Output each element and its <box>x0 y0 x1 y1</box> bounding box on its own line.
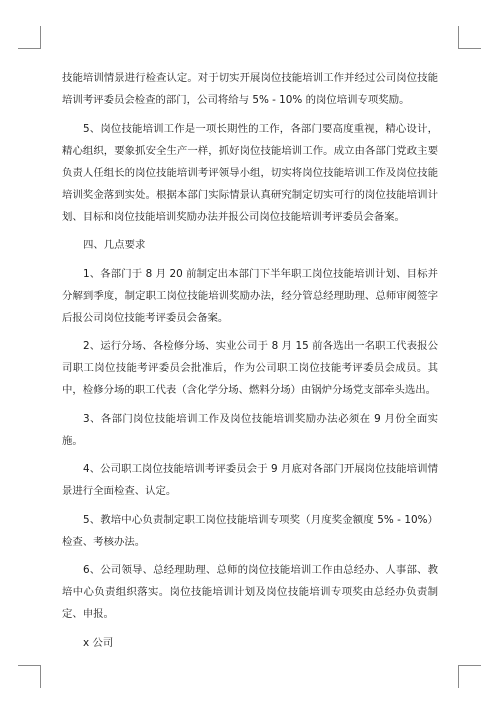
requirement-item-3: 3、各部门岗位技能培训工作及岗位技能培训奖励办法必须在 9 月份全面实施。 <box>62 412 438 447</box>
crop-mark-bottom-left <box>18 665 41 688</box>
crop-mark-top-left <box>18 26 41 49</box>
crop-mark-bottom-right <box>458 665 481 688</box>
requirement-item-6: 6、公司领导、总经理助理、总师的岗位技能培训工作由总经办、人事部、教培中心负责组织落实。岗位技能培训计划及岗位技能培训专项奖由总经办负责制定、申报。 <box>62 564 438 620</box>
requirement-item-5: 5、教培中心负责制定职工岗位技能培训专项奖（月度奖金额度 5% - 10%）检查、考核办法。 <box>62 513 438 548</box>
paragraph-item-5-training-long-term: 5、岗位技能培训工作是一项长期性的工作，各部门要高度重视，精心设计，精心组织，要象抓安全生产一样，抓好岗位技能培训工作。成立由各部门党政主要负责人任组长的岗位技能培训考评领导小组，切实将岗位技能培训工作及岗位技能培训奖金落到实处。根据本部门实际情景认真研究制定切实可行的岗位技能培训计划、目标和岗位技能培训奖励办法并报公司岗位技能培训考评委员会备案。 <box>62 122 438 223</box>
requirement-item-4: 4、公司职工岗位技能培训考评委员会于 9 月底对各部门开展岗位技能培训情景进行全面检查、认定。 <box>62 463 438 497</box>
section-heading-requirements: 四、几点要求 <box>83 239 146 251</box>
document-body <box>62 67 438 660</box>
requirement-item-2: 2、运行分场、各检修分场、实业公司于 8 月 15 前各选出一名职工代表报公司职工岗位技能考评委员会批准后，作为公司职工岗位技能考评委员会成员。其中，检修分场的职工代表（含化学分场、燃料分场）由锅炉分场党支部牵头选出。 <box>62 340 438 396</box>
requirement-item-1: 1、各部门于 8 月 20 前制定出本部门下半年职工岗位技能培训计划、目标并分解到季度，制定职工岗位技能培训奖励办法，经分管总经理助理、总师审阅签字后报公司岗位技能考评委员会备案。 <box>62 267 438 324</box>
signature-company: x 公司 <box>83 636 114 649</box>
crop-mark-top-right <box>458 26 481 49</box>
paragraph-continuation: 技能培训情景进行检查认定。对于切实开展岗位技能培训工作并经过公司岗位技能培训考评委员会检查的部门，公司将给与 5% - 10% 的岗位培训专项奖励。 <box>62 72 438 106</box>
